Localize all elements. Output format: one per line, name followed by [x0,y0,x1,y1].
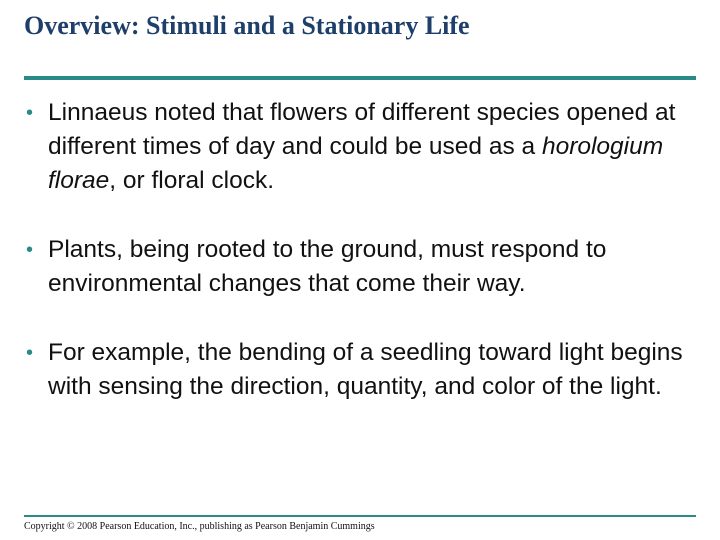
bullet-emphasis: horologium florae [48,133,664,194]
bullet-text-end: , or floral clock. [109,167,275,194]
slide-title: Overview: Stimuli and a Stationary Life [24,11,470,40]
footer-divider [24,515,696,517]
bullet-text: Linnaeus noted that flowers of different species opened at different times of day and could be used as a [48,99,676,160]
title-divider [24,76,696,80]
bullet-item-seedling-example [26,336,706,404]
bullet-item-rooted-plants [26,233,706,301]
bullet-marker: • [26,102,34,124]
bullet-text: For example, the bending of a seedling toward light begins with sensing the direction, quantity, and color of the light. [48,339,683,400]
bullet-item-linnaeus [26,96,706,198]
bullet-text: Plants, being rooted to the ground, must respond to environmental changes that come their way. [48,236,607,297]
copyright-footer: Copyright © 2008 Pearson Education, Inc., publishing as Pearson Benjamin Cummings [24,521,375,532]
bullet-marker: • [26,342,34,364]
bullet-list [26,96,706,439]
bullet-marker: • [26,239,34,261]
